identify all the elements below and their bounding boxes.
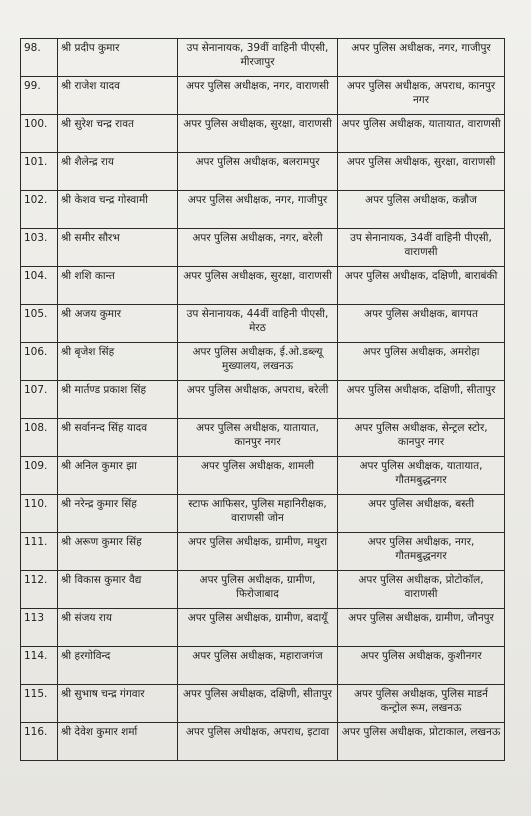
current-posting-cell: अपर पुलिस अधीक्षक, नगर, गाजीपुर [178, 191, 338, 229]
current-posting-cell: अपर पुलिस अधीक्षक, ग्रामीण, मथुरा [178, 533, 338, 571]
new-posting-cell: अपर पुलिस अधीक्षक, सेन्ट्रल स्टोर, कानपुर नगर [338, 419, 505, 457]
current-posting-cell: अपर पुलिस अधीक्षक, बलरामपुर [178, 153, 338, 191]
officer-name-cell: श्री प्रदीप कुमार [58, 39, 178, 77]
serial-number-cell: 108. [21, 419, 58, 457]
table-body [21, 39, 505, 761]
new-posting-cell: अपर पुलिस अधीक्षक, यातायात, वाराणसी [338, 115, 505, 153]
serial-number-cell: 114. [21, 647, 58, 685]
current-posting-cell: अपर पुलिस अधीक्षक, नगर, वाराणसी [178, 77, 338, 115]
officer-name-cell: श्री नरेन्द्र कुमार सिंह [58, 495, 178, 533]
serial-number-cell: 100. [21, 115, 58, 153]
officer-name-cell: श्री हरगोविन्द [58, 647, 178, 685]
new-posting-cell: अपर पुलिस अधीक्षक, अमरोहा [338, 343, 505, 381]
serial-number-cell: 115. [21, 685, 58, 723]
serial-number-cell: 98. [21, 39, 58, 77]
table-row [21, 343, 505, 381]
table-row [21, 267, 505, 305]
new-posting-cell: अपर पुलिस अधीक्षक, पुलिस माडर्न कन्ट्रोल रूम, लखनऊ [338, 685, 505, 723]
officer-name-cell: श्री बृजेश सिंह [58, 343, 178, 381]
current-posting-cell: उप सेनानायक, 39वीं वाहिनी पीएसी, मीरजापुर [178, 39, 338, 77]
serial-number-cell: 101. [21, 153, 58, 191]
officer-name-cell: श्री शैलेन्द्र राय [58, 153, 178, 191]
officer-name-cell: श्री सर्वानन्द सिंह यादव [58, 419, 178, 457]
new-posting-cell: अपर पुलिस अधीक्षक, प्रोटोकॉल, वाराणसी [338, 571, 505, 609]
new-posting-cell: अपर पुलिस अधीक्षक, कन्नौज [338, 191, 505, 229]
officer-name-cell: श्री अरूण कुमार सिंह [58, 533, 178, 571]
new-posting-cell: अपर पुलिस अधीक्षक, बस्ती [338, 495, 505, 533]
new-posting-cell: अपर पुलिस अधीक्षक, दक्षिणी, बाराबंकी [338, 267, 505, 305]
table-row [21, 191, 505, 229]
current-posting-cell: उप सेनानायक, 44वीं वाहिनी पीएसी, मेरठ [178, 305, 338, 343]
table-row [21, 571, 505, 609]
current-posting-cell: अपर पुलिस अधीक्षक, दक्षिणी, सीतापुर [178, 685, 338, 723]
officer-name-cell: श्री सुभाष चन्द्र गंगवार [58, 685, 178, 723]
serial-number-cell: 112. [21, 571, 58, 609]
officer-name-cell: श्री सुरेश चन्द्र रावत [58, 115, 178, 153]
officer-name-cell: श्री अनिल कुमार झा [58, 457, 178, 495]
new-posting-cell: अपर पुलिस अधीक्षक, ग्रामीण, जौनपुर [338, 609, 505, 647]
new-posting-cell: अपर पुलिस अधीक्षक, अपराध, कानपुर नगर [338, 77, 505, 115]
current-posting-cell: अपर पुलिस अधीक्षक, शामली [178, 457, 338, 495]
table-row [21, 609, 505, 647]
current-posting-cell: अपर पुलिस अधीक्षक, नगर, बरेली [178, 229, 338, 267]
table-row [21, 77, 505, 115]
table-row [21, 229, 505, 267]
current-posting-cell: अपर पुलिस अधीक्षक, सुरक्षा, वाराणसी [178, 115, 338, 153]
officer-name-cell: श्री मार्तण्ड प्रकाश सिंह [58, 381, 178, 419]
current-posting-cell: स्टाफ आफिसर, पुलिस महानिरीक्षक, वाराणसी जोन [178, 495, 338, 533]
new-posting-cell: अपर पुलिस अधीक्षक, नगर, गाजीपुर [338, 39, 505, 77]
table-row [21, 495, 505, 533]
table-row [21, 419, 505, 457]
new-posting-cell: अपर पुलिस अधीक्षक, कुशीनगर [338, 647, 505, 685]
serial-number-cell: 110. [21, 495, 58, 533]
current-posting-cell: अपर पुलिस अधीक्षक, अपराध, इटावा [178, 723, 338, 761]
serial-number-cell: 107. [21, 381, 58, 419]
current-posting-cell: अपर पुलिस अधीक्षक, सुरक्षा, वाराणसी [178, 267, 338, 305]
current-posting-cell: अपर पुलिस अधीक्षक, महाराजगंज [178, 647, 338, 685]
table-row [21, 39, 505, 77]
serial-number-cell: 106. [21, 343, 58, 381]
table-row [21, 115, 505, 153]
serial-number-cell: 103. [21, 229, 58, 267]
officer-name-cell: श्री राजेश यादव [58, 77, 178, 115]
current-posting-cell: अपर पुलिस अधीक्षक, ई.ओ.डब्ल्यू मुख्यालय, लखनऊ [178, 343, 338, 381]
officer-name-cell: श्री विकास कुमार वैद्य [58, 571, 178, 609]
serial-number-cell: 102. [21, 191, 58, 229]
serial-number-cell: 113 [21, 609, 58, 647]
officer-name-cell: श्री शशि कान्त [58, 267, 178, 305]
new-posting-cell: अपर पुलिस अधीक्षक, प्रोटाकाल, लखनऊ [338, 723, 505, 761]
officer-name-cell: श्री केशव चन्द्र गोस्वामी [58, 191, 178, 229]
table-row [21, 305, 505, 343]
officer-name-cell: श्री अजय कुमार [58, 305, 178, 343]
current-posting-cell: अपर पुलिस अधीक्षक, अपराध, बरेली [178, 381, 338, 419]
officer-name-cell: श्री संजय राय [58, 609, 178, 647]
table-row [21, 457, 505, 495]
new-posting-cell: अपर पुलिस अधीक्षक, नगर, गौतमबुद्धनगर [338, 533, 505, 571]
table-row [21, 153, 505, 191]
new-posting-cell: अपर पुलिस अधीक्षक, यातायात, गौतमबुद्धनगर [338, 457, 505, 495]
new-posting-cell: उप सेनानायक, 34वीं वाहिनी पीएसी, वाराणसी [338, 229, 505, 267]
officer-name-cell: श्री देवेश कुमार शर्मा [58, 723, 178, 761]
new-posting-cell: अपर पुलिस अधीक्षक, दक्षिणी, सीतापुर [338, 381, 505, 419]
table-row [21, 723, 505, 761]
current-posting-cell: अपर पुलिस अधीक्षक, यातायात, कानपुर नगर [178, 419, 338, 457]
table-row [21, 381, 505, 419]
serial-number-cell: 104. [21, 267, 58, 305]
serial-number-cell: 109. [21, 457, 58, 495]
transfer-table [20, 38, 505, 761]
new-posting-cell: अपर पुलिस अधीक्षक, सुरक्षा, वाराणसी [338, 153, 505, 191]
table-row [21, 647, 505, 685]
current-posting-cell: अपर पुलिस अधीक्षक, ग्रामीण, बदायूँ [178, 609, 338, 647]
serial-number-cell: 111. [21, 533, 58, 571]
serial-number-cell: 99. [21, 77, 58, 115]
new-posting-cell: अपर पुलिस अधीक्षक, बागपत [338, 305, 505, 343]
officer-name-cell: श्री समीर सौरभ [58, 229, 178, 267]
table-row [21, 685, 505, 723]
table-row [21, 533, 505, 571]
serial-number-cell: 116. [21, 723, 58, 761]
serial-number-cell: 105. [21, 305, 58, 343]
current-posting-cell: अपर पुलिस अधीक्षक, ग्रामीण, फिरोजाबाद [178, 571, 338, 609]
